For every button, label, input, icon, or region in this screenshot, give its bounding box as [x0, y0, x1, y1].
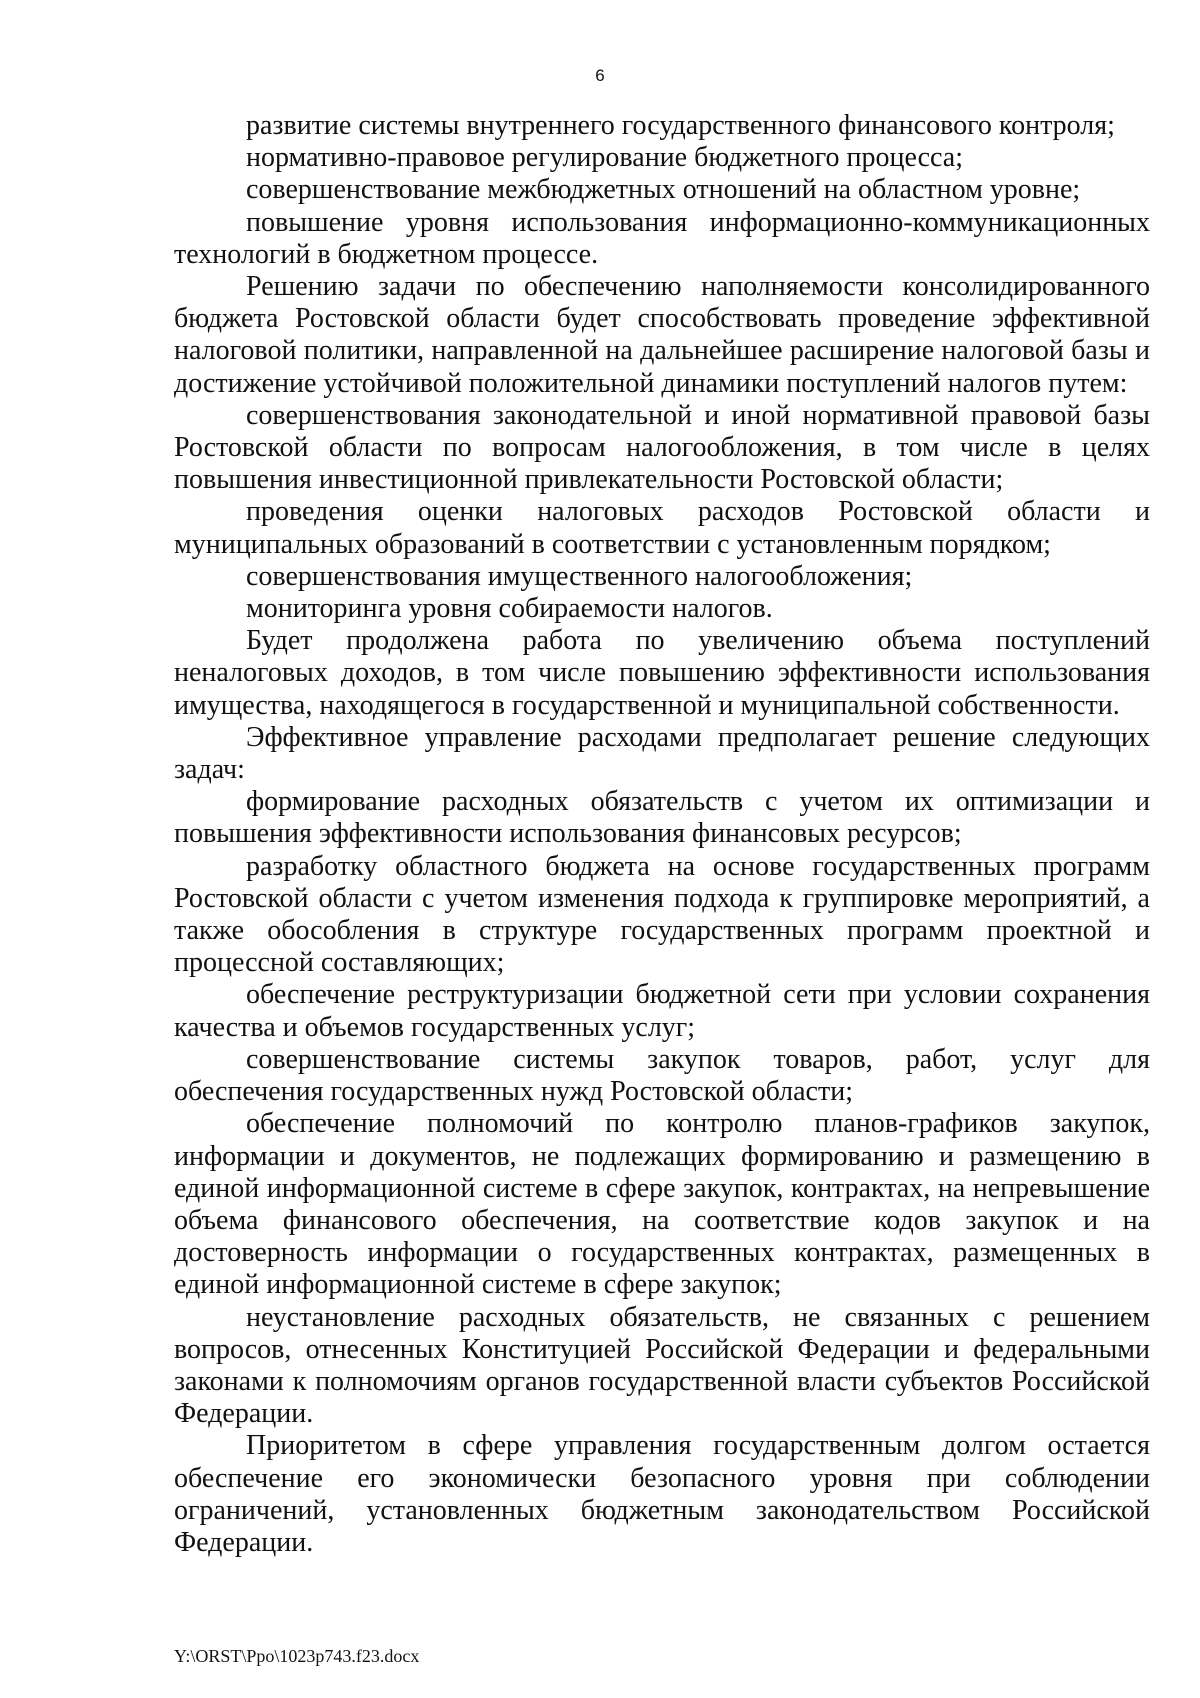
paragraph: Эффективное управление расходами предполагает решение следующих задач:: [174, 721, 1150, 786]
document-body: [174, 110, 1150, 1559]
footer-file-path: Y:\ORST\Ppo\1023p743.f23.docx: [174, 1646, 420, 1666]
paragraph: повышение уровня использования информационно-коммуникационных технологий в бюджетном процессе.: [174, 206, 1150, 270]
paragraph: разработку областного бюджета на основе государственных программ Ростовской области с учетом изменения подхода к группировке мероприятий, а также обособления в структуре государственных программ проектной и процессной составляющих;: [174, 850, 1150, 979]
paragraph: Приоритетом в сфере управления государственным долгом остается обеспечение его экономически безопасного уровня при соблюдении ограничений, установленных бюджетным законодательством Российской Федерации.: [174, 1430, 1150, 1558]
page-number: 6: [595, 66, 605, 85]
paragraph: формирование расходных обязательств с учетом их оптимизации и повышения эффективности использования финансовых ресурсов;: [174, 786, 1150, 850]
paragraph: обеспечение реструктуризации бюджетной сети при условии сохранения качества и объемов государственных услуг;: [174, 979, 1150, 1043]
paragraph: совершенствования законодательной и иной нормативной правовой базы Ростовской области по вопросам налогообложения, в том числе в целях повышения инвестиционной привлекательности Ростовской области;: [174, 399, 1150, 496]
paragraph: развитие системы внутреннего государственного финансового контроля;: [246, 110, 1115, 141]
paragraph: Будет продолжена работа по увеличению объема поступлений неналоговых доходов, в том числе повышению эффективности использования имущества, находящегося в государственной и муниципальной собственности.: [174, 625, 1150, 721]
paragraph: нормативно-правовое регулирование бюджетного процесса;: [246, 142, 963, 174]
paragraph: совершенствования имущественного налогообложения;: [246, 560, 913, 592]
paragraph: мониторинга уровня собираемости налогов.: [246, 593, 773, 625]
paragraph: Решению задачи по обеспечению наполняемости консолидированного бюджета Ростовской области будет способствовать проведение эффективной налоговой политики, направленной на дальнейшее расширение налоговой базы и достижение устойчивой положительной динамики поступлений налогов путем:: [174, 271, 1150, 399]
paragraph: обеспечение полномочий по контролю планов-графиков закупок, информации и документов, не подлежащих формированию и размещению в единой информационной системе в сфере закупок, контрактах, на непревышение объема финансового обеспечения, на соответствие кодов закупок и на достоверность информации о государственных контрактах, размещенных в единой информационной системе в сфере закупок;: [174, 1108, 1150, 1301]
paragraph: неустановление расходных обязательств, не связанных с решением вопросов, отнесенных Конституцией Российской Федерации и федеральными законами к полномочиям органов государственной власти субъектов Российской Федерации.: [174, 1301, 1150, 1430]
paragraph: совершенствование межбюджетных отношений на областном уровне;: [246, 174, 1081, 206]
paragraph: совершенствование системы закупок товаров, работ, услуг для обеспечения государственных нужд Ростовской области;: [174, 1043, 1150, 1108]
paragraph: проведения оценки налоговых расходов Ростовской области и муниципальных образований в соответствии с установленным порядком;: [174, 496, 1150, 560]
